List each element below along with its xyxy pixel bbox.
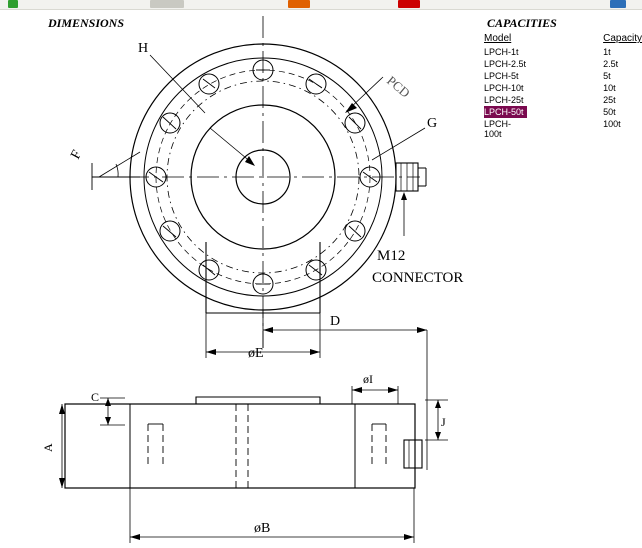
top-boss bbox=[196, 397, 320, 404]
label-j: J bbox=[441, 415, 446, 429]
cell-model: LPCH-2.5t bbox=[484, 59, 527, 69]
cell-capacity: 25t bbox=[603, 95, 616, 105]
leader-bore-arrow bbox=[245, 156, 255, 166]
label-dim-e: øE bbox=[248, 346, 264, 361]
cell-model: LPCH-10t bbox=[484, 83, 524, 93]
cell-capacity: 5t bbox=[603, 71, 611, 81]
label-pcd: PCD bbox=[384, 72, 414, 101]
cell-model: LPCH-5t bbox=[484, 71, 519, 81]
dimension-i bbox=[352, 386, 398, 404]
cell-model: LPCH-100t bbox=[484, 119, 512, 139]
leader-h bbox=[150, 55, 205, 113]
label-dim-d: D bbox=[330, 314, 341, 329]
dimension-c bbox=[100, 398, 125, 425]
label-g: G bbox=[427, 116, 438, 131]
hidden-bolt-lines bbox=[148, 404, 386, 488]
cell-capacity: 1t bbox=[603, 47, 611, 57]
label-a: A bbox=[41, 443, 55, 452]
label-dim-b: øB bbox=[254, 521, 271, 536]
dimension-d bbox=[263, 310, 427, 470]
side-body-outline bbox=[65, 404, 415, 488]
capacities-heading: CAPACITIES bbox=[487, 16, 557, 30]
cell-model: LPCH-50t bbox=[484, 106, 527, 118]
top-view bbox=[92, 16, 427, 470]
cell-capacity: 10t bbox=[603, 83, 616, 93]
label-connector-line1: M12 bbox=[377, 248, 406, 264]
side-view bbox=[59, 386, 448, 543]
column-header-capacity: Capacity bbox=[603, 33, 642, 44]
label-i: øI bbox=[363, 372, 373, 386]
label-h: H bbox=[138, 41, 149, 56]
leader-bore bbox=[210, 128, 252, 163]
label-c: C bbox=[91, 390, 100, 404]
cell-capacity: 2.5t bbox=[603, 59, 619, 69]
cell-capacity: 100t bbox=[603, 119, 621, 129]
pcd-leader bbox=[345, 77, 383, 113]
angle-f-callout bbox=[92, 152, 140, 190]
connector-leader-arrow bbox=[401, 192, 407, 200]
column-header-model: Model bbox=[484, 33, 512, 44]
leader-g bbox=[372, 128, 425, 160]
label-f: F bbox=[68, 147, 86, 162]
side-m12-connector bbox=[404, 440, 422, 468]
dimensions-heading: DIMENSIONS bbox=[48, 16, 125, 30]
label-connector-line2: CONNECTOR bbox=[372, 270, 464, 286]
cell-model: LPCH-25t bbox=[484, 95, 524, 105]
dimension-a bbox=[59, 404, 65, 488]
cell-model: LPCH-1t bbox=[484, 47, 519, 57]
dimension-b bbox=[130, 488, 414, 543]
cell-capacity: 50t bbox=[603, 107, 616, 117]
